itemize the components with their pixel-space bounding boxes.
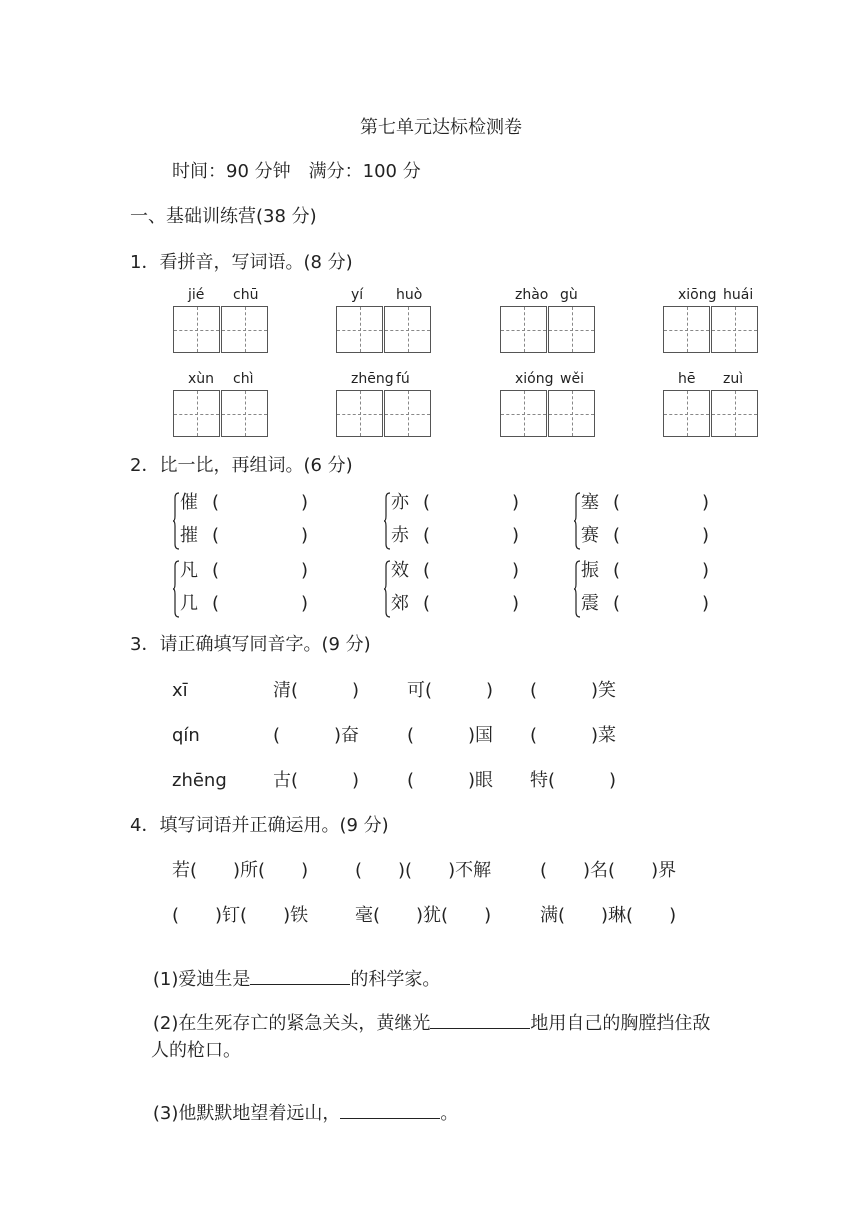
section-heading: 一、基础训练营(38 分) — [130, 206, 317, 227]
writing-box[interactable] — [663, 306, 710, 353]
guide-line — [572, 391, 573, 436]
character: 效 — [391, 560, 409, 581]
guide-line — [572, 307, 573, 352]
guide-line — [408, 391, 409, 436]
open-paren: ( — [423, 492, 431, 513]
sentence-1-end: 的科学家。 — [350, 969, 441, 990]
page-title: 第七单元达标检测卷 — [360, 117, 522, 138]
idiom-item: 满( )琳( ) — [540, 905, 677, 926]
writing-box[interactable] — [500, 390, 547, 437]
sentence-3-start: (3)他默默地望着远山， — [152, 1103, 341, 1124]
idiom-item: ( )( )不解 — [355, 860, 492, 881]
writing-box[interactable] — [384, 306, 431, 353]
character: 郊 — [391, 593, 409, 614]
character: 凡 — [180, 560, 198, 581]
guide-line — [408, 307, 409, 352]
fill-item: 特( ) — [530, 770, 617, 791]
guide-line — [524, 391, 525, 436]
fill-item: 可( ) — [407, 680, 494, 701]
guide-line — [197, 307, 198, 352]
pinyin-label: zhēng — [351, 371, 394, 387]
pinyin-label: huò — [396, 287, 423, 303]
fill-item: ( )眼 — [407, 770, 494, 791]
time-info: 时间：90 分钟 满分：100 分 — [172, 161, 421, 182]
open-paren: ( — [423, 525, 431, 546]
close-paren: ) — [301, 593, 309, 614]
question-1-heading: 1．看拼音，写词语。(8 分) — [130, 252, 353, 273]
pinyin-label: xī — [172, 680, 188, 701]
brace-icon — [172, 560, 180, 618]
open-paren: ( — [212, 560, 220, 581]
close-paren: ) — [512, 492, 520, 513]
sentence-2-continued: 人的枪口。 — [151, 1040, 241, 1061]
writing-box[interactable] — [384, 390, 431, 437]
character: 震 — [581, 593, 599, 614]
close-paren: ) — [301, 492, 309, 513]
pinyin-label: zuì — [723, 371, 744, 387]
guide-line — [197, 391, 198, 436]
sentence-2-start: (2)在生死存亡的紧急关头，黄继光 — [152, 1013, 431, 1034]
pinyin-label: chū — [233, 287, 259, 303]
character: 几 — [180, 593, 198, 614]
pinyin-label: hē — [678, 371, 696, 387]
pinyin-label: fú — [396, 371, 410, 387]
close-paren: ) — [702, 593, 710, 614]
writing-box[interactable] — [711, 390, 758, 437]
pinyin-label: xióng — [515, 371, 554, 387]
guide-line — [360, 307, 361, 352]
fill-item: ( )国 — [407, 725, 494, 746]
pinyin-label: huái — [723, 287, 754, 303]
pinyin-label: zhào — [515, 287, 549, 303]
pinyin-label: jié — [188, 287, 205, 303]
guide-line — [687, 307, 688, 352]
pinyin-label: zhēng — [172, 770, 227, 791]
pinyin-label: qín — [172, 725, 200, 746]
character: 摧 — [180, 525, 198, 546]
writing-box[interactable] — [548, 306, 595, 353]
open-paren: ( — [613, 593, 621, 614]
open-paren: ( — [423, 593, 431, 614]
question-4-heading: 4．填写词语并正确运用。(9 分) — [130, 815, 389, 836]
brace-icon — [383, 492, 391, 550]
idiom-item: 毫( )犹( ) — [355, 905, 492, 926]
guide-line — [524, 307, 525, 352]
guide-line — [360, 391, 361, 436]
open-paren: ( — [613, 525, 621, 546]
question-2-heading: 2．比一比，再组词。(6 分) — [130, 455, 353, 476]
close-paren: ) — [512, 593, 520, 614]
close-paren: ) — [512, 560, 520, 581]
character: 亦 — [391, 492, 409, 513]
pinyin-label: chì — [233, 371, 254, 387]
pinyin-label: wěi — [560, 371, 584, 387]
character: 赤 — [391, 525, 409, 546]
guide-line — [687, 391, 688, 436]
sentence-3 — [130, 1087, 458, 1141]
idiom-item: ( )钉( )铁 — [172, 905, 309, 926]
guide-line — [245, 391, 246, 436]
pinyin-label: xiōng — [678, 287, 717, 303]
writing-box[interactable] — [500, 306, 547, 353]
close-paren: ) — [301, 525, 309, 546]
pinyin-label: yí — [351, 287, 364, 303]
writing-box[interactable] — [663, 390, 710, 437]
close-paren: ) — [702, 560, 710, 581]
fill-item: ( )笑 — [530, 680, 617, 701]
sentence-1-start: (1)爱迪生是 — [152, 969, 251, 990]
open-paren: ( — [212, 593, 220, 614]
open-paren: ( — [423, 560, 431, 581]
guide-line — [245, 307, 246, 352]
brace-icon — [383, 560, 391, 618]
answer-blank[interactable] — [430, 1027, 530, 1029]
fill-item: 古( ) — [273, 770, 360, 791]
idiom-item: ( )名( )界 — [540, 860, 677, 881]
writing-box[interactable] — [221, 306, 268, 353]
fill-item: ( )菜 — [530, 725, 617, 746]
brace-icon — [172, 492, 180, 550]
writing-box[interactable] — [173, 390, 220, 437]
open-paren: ( — [212, 525, 220, 546]
writing-box[interactable] — [221, 390, 268, 437]
writing-box[interactable] — [548, 390, 595, 437]
close-paren: ) — [512, 525, 520, 546]
writing-box[interactable] — [173, 306, 220, 353]
open-paren: ( — [212, 492, 220, 513]
close-paren: ) — [301, 560, 309, 581]
brace-icon — [573, 492, 581, 550]
character: 塞 — [581, 492, 599, 513]
answer-blank[interactable] — [340, 1117, 440, 1119]
guide-line — [735, 391, 736, 436]
brace-icon — [573, 560, 581, 618]
open-paren: ( — [613, 492, 621, 513]
sentence-2-end: 地用自己的胸膛挡住敌 — [530, 1013, 711, 1034]
character: 催 — [180, 492, 198, 513]
writing-box[interactable] — [336, 306, 383, 353]
question-3-heading: 3．请正确填写同音字。(9 分) — [130, 634, 371, 655]
writing-box[interactable] — [711, 306, 758, 353]
character: 振 — [581, 560, 599, 581]
pinyin-label: xùn — [188, 371, 215, 387]
close-paren: ) — [702, 492, 710, 513]
idiom-item: 若( )所( ) — [172, 860, 309, 881]
pinyin-label: gù — [560, 287, 578, 303]
open-paren: ( — [613, 560, 621, 581]
guide-line — [735, 307, 736, 352]
character: 赛 — [581, 525, 599, 546]
fill-item: 清( ) — [273, 680, 360, 701]
fill-item: ( )奋 — [273, 725, 360, 746]
answer-blank[interactable] — [250, 983, 350, 985]
sentence-3-end: 。 — [440, 1103, 459, 1124]
writing-box[interactable] — [336, 390, 383, 437]
close-paren: ) — [702, 525, 710, 546]
